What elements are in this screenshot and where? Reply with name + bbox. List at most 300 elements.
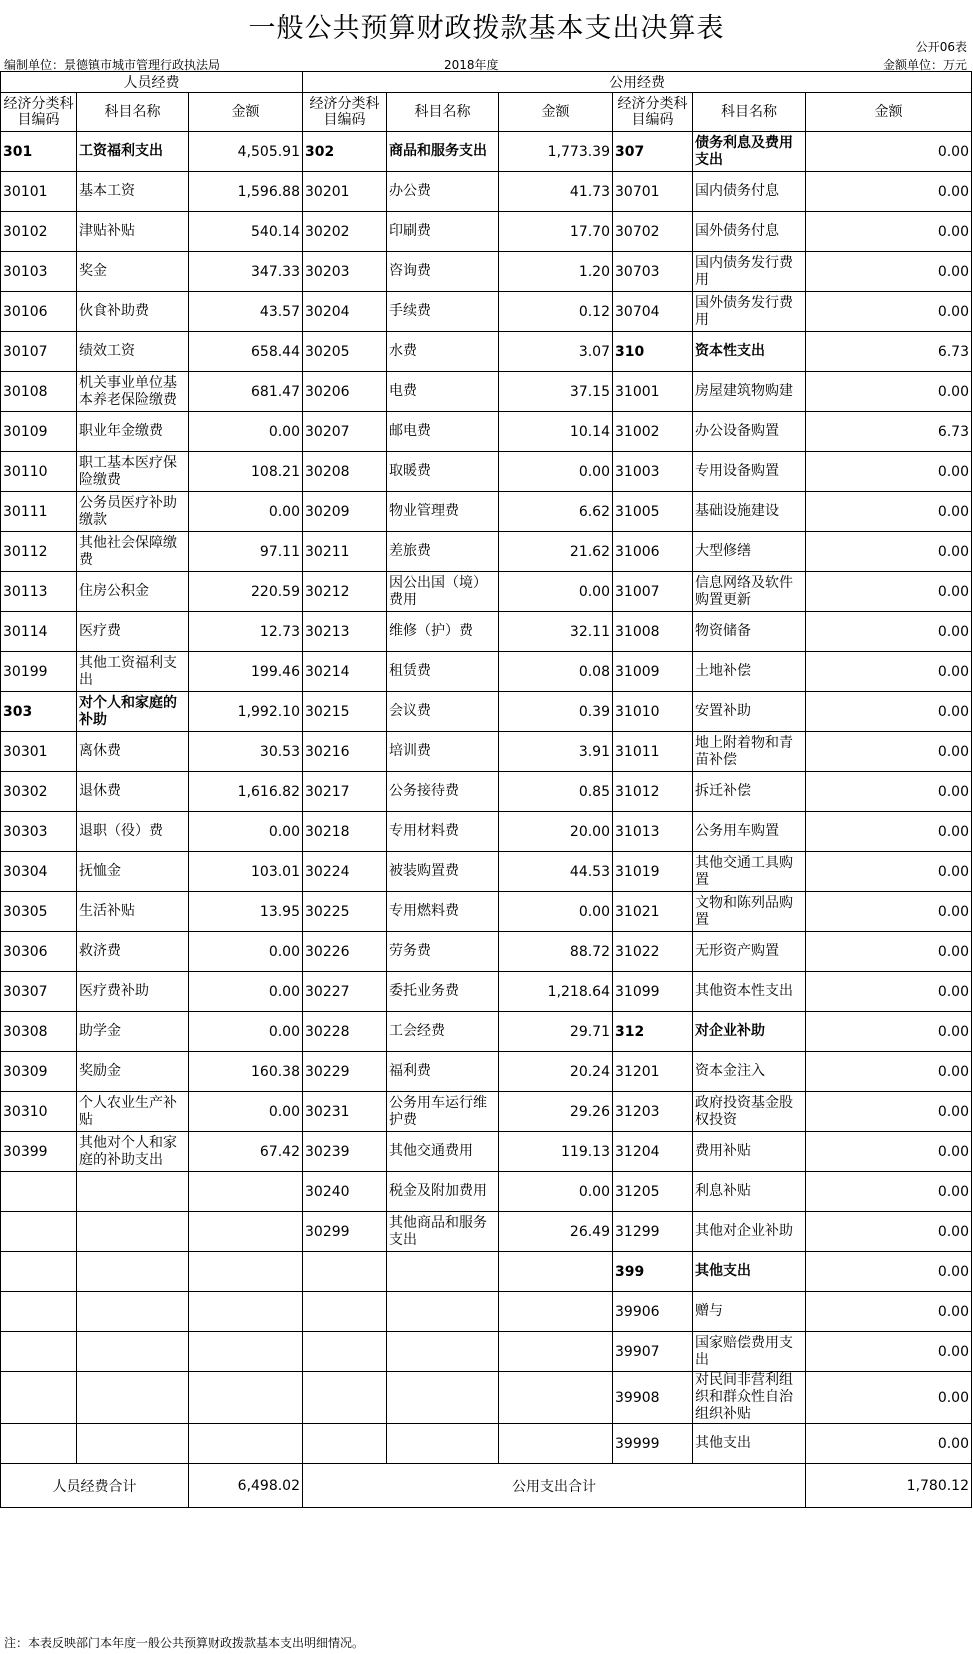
code-cell — [1, 1372, 77, 1424]
code-cell: 30108 — [1, 372, 77, 412]
name-cell: 其他工资福利支出 — [77, 652, 189, 692]
code-cell — [1, 1292, 77, 1332]
code-cell: 399 — [613, 1252, 693, 1292]
code-cell: 31205 — [613, 1172, 693, 1212]
amount-cell — [189, 1292, 303, 1332]
name-cell: 土地补偿 — [693, 652, 806, 692]
name-cell: 基本工资 — [77, 172, 189, 212]
code-cell: 30216 — [303, 732, 387, 772]
column-header-code: 经济分类科目编码 — [1, 93, 77, 132]
name-cell: 文物和陈列品购置 — [693, 892, 806, 932]
table-row — [1, 972, 972, 1012]
name-cell: 生活补贴 — [77, 892, 189, 932]
amount-cell: 0.00 — [806, 892, 972, 932]
code-cell: 30229 — [303, 1052, 387, 1092]
code-cell: 30204 — [303, 292, 387, 332]
amount-cell: 0.00 — [189, 932, 303, 972]
name-cell: 办公费 — [387, 172, 499, 212]
name-cell: 劳务费 — [387, 932, 499, 972]
amount-cell: 160.38 — [189, 1052, 303, 1092]
table-row — [1, 1012, 972, 1052]
code-cell: 30226 — [303, 932, 387, 972]
table-row — [1, 492, 972, 532]
form-number: 公开06表 — [915, 40, 967, 54]
name-cell: 职业年金缴费 — [77, 412, 189, 452]
code-cell: 303 — [1, 692, 77, 732]
amount-cell: 0.00 — [806, 1372, 972, 1424]
amount-cell: 0.00 — [189, 1092, 303, 1132]
amount-cell: 0.00 — [806, 1132, 972, 1172]
amount-cell: 0.00 — [189, 812, 303, 852]
amount-cell — [499, 1424, 613, 1464]
amount-cell — [499, 1292, 613, 1332]
amount-cell: 0.00 — [806, 692, 972, 732]
name-cell: 救济费 — [77, 932, 189, 972]
amount-cell: 67.42 — [189, 1132, 303, 1172]
table-row — [1, 412, 972, 452]
code-cell: 31013 — [613, 812, 693, 852]
amount-cell: 12.73 — [189, 612, 303, 652]
code-cell: 30240 — [303, 1172, 387, 1212]
amount-cell: 0.00 — [189, 1012, 303, 1052]
name-cell — [77, 1332, 189, 1372]
name-cell: 福利费 — [387, 1052, 499, 1092]
code-cell: 30214 — [303, 652, 387, 692]
amount-cell — [189, 1424, 303, 1464]
page-title: 一般公共预算财政拨款基本支出决算表 — [248, 13, 725, 44]
code-cell: 30218 — [303, 812, 387, 852]
name-cell — [387, 1372, 499, 1424]
amount-cell: 0.00 — [806, 1052, 972, 1092]
group-header-personnel: 人员经费 — [1, 72, 303, 93]
code-cell: 31008 — [613, 612, 693, 652]
name-cell: 离休费 — [77, 732, 189, 772]
amount-cell — [189, 1172, 303, 1212]
amount-cell: 43.57 — [189, 292, 303, 332]
code-cell — [303, 1332, 387, 1372]
code-cell: 31007 — [613, 572, 693, 612]
amount-cell — [189, 1372, 303, 1424]
name-cell: 专用燃料费 — [387, 892, 499, 932]
amount-cell: 0.00 — [499, 1172, 613, 1212]
table-row — [1, 452, 972, 492]
name-cell: 债务利息及费用支出 — [693, 132, 806, 172]
name-cell: 工资福利支出 — [77, 132, 189, 172]
code-cell: 30239 — [303, 1132, 387, 1172]
amount-cell: 0.00 — [806, 372, 972, 412]
table-row — [1, 692, 972, 732]
name-cell: 商品和服务支出 — [387, 132, 499, 172]
amount-cell: 30.53 — [189, 732, 303, 772]
code-cell: 39907 — [613, 1332, 693, 1372]
name-cell: 其他对个人和家庭的补助支出 — [77, 1132, 189, 1172]
amount-cell: 658.44 — [189, 332, 303, 372]
expenditure-table — [0, 71, 972, 1508]
name-cell: 水费 — [387, 332, 499, 372]
amount-cell: 3.07 — [499, 332, 613, 372]
code-cell: 30114 — [1, 612, 77, 652]
code-cell — [1, 1424, 77, 1464]
amount-cell: 0.00 — [806, 1332, 972, 1372]
name-cell: 邮电费 — [387, 412, 499, 452]
compiling-unit: 编制单位：景德镇市城市管理行政执法局 — [4, 58, 221, 72]
code-cell: 30206 — [303, 372, 387, 412]
amount-cell: 0.00 — [806, 852, 972, 892]
code-cell: 30702 — [613, 212, 693, 252]
table-row — [1, 652, 972, 692]
amount-cell: 0.00 — [806, 452, 972, 492]
amount-cell: 0.00 — [189, 492, 303, 532]
name-cell: 其他交通工具购置 — [693, 852, 806, 892]
amount-cell: 0.00 — [806, 532, 972, 572]
code-cell — [303, 1424, 387, 1464]
column-header-name: 科目名称 — [693, 93, 806, 132]
code-cell: 30207 — [303, 412, 387, 452]
amount-cell — [499, 1252, 613, 1292]
code-cell: 30101 — [1, 172, 77, 212]
name-cell: 取暖费 — [387, 452, 499, 492]
name-cell — [77, 1424, 189, 1464]
name-cell: 资本性支出 — [693, 332, 806, 372]
code-cell: 30228 — [303, 1012, 387, 1052]
amount-cell: 0.85 — [499, 772, 613, 812]
name-cell — [77, 1252, 189, 1292]
code-cell: 30224 — [303, 852, 387, 892]
name-cell: 医疗费补助 — [77, 972, 189, 1012]
table-row — [1, 1052, 972, 1092]
amount-cell: 10.14 — [499, 412, 613, 452]
code-cell: 30211 — [303, 532, 387, 572]
amount-cell: 0.00 — [499, 572, 613, 612]
amount-cell: 1,616.82 — [189, 772, 303, 812]
name-cell: 租赁费 — [387, 652, 499, 692]
name-cell: 国家赔偿费用支出 — [693, 1332, 806, 1372]
amount-cell: 0.00 — [806, 732, 972, 772]
code-cell: 31005 — [613, 492, 693, 532]
name-cell: 印刷费 — [387, 212, 499, 252]
table-row — [1, 572, 972, 612]
personnel-total-label: 人员经费合计 — [1, 1464, 189, 1508]
name-cell: 专用设备购置 — [693, 452, 806, 492]
name-cell: 物业管理费 — [387, 492, 499, 532]
group-header-public: 公用经费 — [303, 72, 972, 93]
code-cell: 30112 — [1, 532, 77, 572]
name-cell: 维修（护）费 — [387, 612, 499, 652]
table-row — [1, 1092, 972, 1132]
amount-cell: 0.00 — [806, 932, 972, 972]
code-cell: 30209 — [303, 492, 387, 532]
code-cell: 30225 — [303, 892, 387, 932]
code-cell — [1, 1252, 77, 1292]
amount-cell: 0.00 — [499, 892, 613, 932]
table-row — [1, 812, 972, 852]
amount-cell: 37.15 — [499, 372, 613, 412]
amount-cell: 0.00 — [806, 132, 972, 172]
amount-cell: 0.00 — [806, 1252, 972, 1292]
code-cell: 31299 — [613, 1212, 693, 1252]
table-row — [1, 1292, 972, 1332]
name-cell: 其他社会保障缴费 — [77, 532, 189, 572]
personnel-total-amount: 6,498.02 — [189, 1464, 303, 1508]
amount-cell: 0.00 — [806, 572, 972, 612]
code-cell: 31009 — [613, 652, 693, 692]
amount-cell: 97.11 — [189, 532, 303, 572]
table-row — [1, 1252, 972, 1292]
name-cell: 安置补助 — [693, 692, 806, 732]
name-cell: 资本金注入 — [693, 1052, 806, 1092]
code-cell: 30208 — [303, 452, 387, 492]
name-cell: 利息补贴 — [693, 1172, 806, 1212]
amount-cell: 0.00 — [806, 212, 972, 252]
amount-cell: 108.21 — [189, 452, 303, 492]
name-cell: 国内债务付息 — [693, 172, 806, 212]
amount-cell: 32.11 — [499, 612, 613, 652]
amount-cell: 88.72 — [499, 932, 613, 972]
code-cell: 30103 — [1, 252, 77, 292]
name-cell: 奖励金 — [77, 1052, 189, 1092]
code-cell: 30199 — [1, 652, 77, 692]
code-cell: 31099 — [613, 972, 693, 1012]
amount-cell — [189, 1212, 303, 1252]
name-cell: 委托业务费 — [387, 972, 499, 1012]
totals-row — [1, 1464, 972, 1508]
amount-cell: 29.26 — [499, 1092, 613, 1132]
amount-cell: 0.00 — [806, 652, 972, 692]
name-cell: 工会经费 — [387, 1012, 499, 1052]
amount-cell — [499, 1372, 613, 1424]
code-cell: 30303 — [1, 812, 77, 852]
amount-cell: 6.62 — [499, 492, 613, 532]
public-total-amount: 1,780.12 — [806, 1464, 972, 1508]
table-row — [1, 132, 972, 172]
code-cell: 30399 — [1, 1132, 77, 1172]
name-cell: 其他支出 — [693, 1252, 806, 1292]
code-cell: 31010 — [613, 692, 693, 732]
name-cell: 赠与 — [693, 1292, 806, 1332]
name-cell — [77, 1292, 189, 1332]
group-header-row — [1, 72, 972, 93]
code-cell: 39906 — [613, 1292, 693, 1332]
column-header-code: 经济分类科目编码 — [303, 93, 387, 132]
name-cell: 其他对企业补助 — [693, 1212, 806, 1252]
code-cell: 39908 — [613, 1372, 693, 1424]
code-cell: 30201 — [303, 172, 387, 212]
amount-cell: 1,218.64 — [499, 972, 613, 1012]
code-cell: 31203 — [613, 1092, 693, 1132]
amount-cell — [189, 1332, 303, 1372]
column-header-row — [1, 93, 972, 132]
code-cell — [303, 1372, 387, 1424]
code-cell: 30310 — [1, 1092, 77, 1132]
amount-cell: 29.71 — [499, 1012, 613, 1052]
name-cell: 其他交通费用 — [387, 1132, 499, 1172]
name-cell: 其他支出 — [693, 1424, 806, 1464]
amount-cell: 0.00 — [499, 452, 613, 492]
column-header-name: 科目名称 — [387, 93, 499, 132]
table-row — [1, 1172, 972, 1212]
name-cell — [77, 1172, 189, 1212]
amount-cell: 119.13 — [499, 1132, 613, 1172]
code-cell: 31011 — [613, 732, 693, 772]
column-header-amount: 金额 — [189, 93, 303, 132]
code-cell: 30302 — [1, 772, 77, 812]
code-cell — [303, 1252, 387, 1292]
name-cell — [387, 1424, 499, 1464]
name-cell: 机关事业单位基本养老保险缴费 — [77, 372, 189, 412]
name-cell: 住房公积金 — [77, 572, 189, 612]
code-cell: 30305 — [1, 892, 77, 932]
table-row — [1, 1212, 972, 1252]
amount-cell: 0.12 — [499, 292, 613, 332]
amount-cell: 6.73 — [806, 332, 972, 372]
amount-cell: 347.33 — [189, 252, 303, 292]
name-cell: 会议费 — [387, 692, 499, 732]
amount-cell: 0.00 — [806, 172, 972, 212]
code-cell: 30202 — [303, 212, 387, 252]
amount-cell — [499, 1332, 613, 1372]
name-cell: 公务接待费 — [387, 772, 499, 812]
column-header-amount: 金额 — [499, 93, 613, 132]
amount-cell: 13.95 — [189, 892, 303, 932]
column-header-code: 经济分类科目编码 — [613, 93, 693, 132]
name-cell: 个人农业生产补贴 — [77, 1092, 189, 1132]
amount-cell: 681.47 — [189, 372, 303, 412]
amount-cell: 0.39 — [499, 692, 613, 732]
column-header-amount: 金额 — [806, 93, 972, 132]
code-cell: 30701 — [613, 172, 693, 212]
amount-cell: 0.00 — [806, 812, 972, 852]
name-cell: 国外债务发行费用 — [693, 292, 806, 332]
amount-cell: 26.49 — [499, 1212, 613, 1252]
code-cell: 30109 — [1, 412, 77, 452]
code-cell: 30213 — [303, 612, 387, 652]
amount-cell: 540.14 — [189, 212, 303, 252]
code-cell: 307 — [613, 132, 693, 172]
name-cell: 对民间非营利组织和群众性自治组织补贴 — [693, 1372, 806, 1424]
name-cell: 被装购置费 — [387, 852, 499, 892]
name-cell: 国外债务付息 — [693, 212, 806, 252]
name-cell: 电费 — [387, 372, 499, 412]
name-cell: 基础设施建设 — [693, 492, 806, 532]
name-cell: 地上附着物和青苗补偿 — [693, 732, 806, 772]
code-cell: 31003 — [613, 452, 693, 492]
name-cell: 医疗费 — [77, 612, 189, 652]
amount-cell: 17.70 — [499, 212, 613, 252]
name-cell — [387, 1292, 499, 1332]
code-cell: 30301 — [1, 732, 77, 772]
code-cell: 310 — [613, 332, 693, 372]
name-cell: 培训费 — [387, 732, 499, 772]
code-cell: 31006 — [613, 532, 693, 572]
amount-cell: 0.00 — [806, 772, 972, 812]
table-row — [1, 1372, 972, 1424]
table-row — [1, 172, 972, 212]
code-cell: 30110 — [1, 452, 77, 492]
amount-cell: 0.00 — [806, 1092, 972, 1132]
amount-cell: 0.00 — [806, 1424, 972, 1464]
name-cell: 退休费 — [77, 772, 189, 812]
name-cell: 大型修缮 — [693, 532, 806, 572]
amount-cell: 0.00 — [806, 252, 972, 292]
code-cell: 30215 — [303, 692, 387, 732]
table-row — [1, 612, 972, 652]
table-row — [1, 292, 972, 332]
name-cell: 无形资产购置 — [693, 932, 806, 972]
name-cell — [387, 1252, 499, 1292]
name-cell: 办公设备购置 — [693, 412, 806, 452]
code-cell: 302 — [303, 132, 387, 172]
amount-unit: 金额单位：万元 — [882, 58, 967, 72]
amount-cell: 1,596.88 — [189, 172, 303, 212]
name-cell: 对企业补助 — [693, 1012, 806, 1052]
amount-cell: 0.00 — [806, 1292, 972, 1332]
amount-cell — [189, 1252, 303, 1292]
table-row — [1, 852, 972, 892]
name-cell: 抚恤金 — [77, 852, 189, 892]
table-row — [1, 892, 972, 932]
code-cell: 30307 — [1, 972, 77, 1012]
table-row — [1, 252, 972, 292]
code-cell: 31002 — [613, 412, 693, 452]
name-cell: 公务用车购置 — [693, 812, 806, 852]
amount-cell: 199.46 — [189, 652, 303, 692]
name-cell — [387, 1332, 499, 1372]
code-cell: 30212 — [303, 572, 387, 612]
name-cell: 物资储备 — [693, 612, 806, 652]
code-cell: 30111 — [1, 492, 77, 532]
code-cell: 30203 — [303, 252, 387, 292]
public-total-label: 公用支出合计 — [303, 1464, 806, 1508]
code-cell: 30309 — [1, 1052, 77, 1092]
amount-cell: 0.00 — [806, 972, 972, 1012]
name-cell: 职工基本医疗保险缴费 — [77, 452, 189, 492]
name-cell: 其他资本性支出 — [693, 972, 806, 1012]
name-cell: 差旅费 — [387, 532, 499, 572]
code-cell: 30703 — [613, 252, 693, 292]
code-cell — [1, 1172, 77, 1212]
code-cell: 301 — [1, 132, 77, 172]
code-cell: 39999 — [613, 1424, 693, 1464]
name-cell: 公务用车运行维护费 — [387, 1092, 499, 1132]
code-cell: 31001 — [613, 372, 693, 412]
amount-cell: 21.62 — [499, 532, 613, 572]
table-row — [1, 772, 972, 812]
name-cell: 信息网络及软件购置更新 — [693, 572, 806, 612]
name-cell: 因公出国（境）费用 — [387, 572, 499, 612]
name-cell — [77, 1372, 189, 1424]
amount-cell: 103.01 — [189, 852, 303, 892]
code-cell: 30306 — [1, 932, 77, 972]
amount-cell: 20.00 — [499, 812, 613, 852]
amount-cell: 41.73 — [499, 172, 613, 212]
name-cell: 政府投资基金股权投资 — [693, 1092, 806, 1132]
code-cell: 31012 — [613, 772, 693, 812]
name-cell: 税金及附加费用 — [387, 1172, 499, 1212]
amount-cell: 0.00 — [806, 1172, 972, 1212]
table-row — [1, 1132, 972, 1172]
amount-cell: 4,505.91 — [189, 132, 303, 172]
name-cell: 伙食补助费 — [77, 292, 189, 332]
code-cell: 30231 — [303, 1092, 387, 1132]
name-cell: 房屋建筑物购建 — [693, 372, 806, 412]
code-cell: 30704 — [613, 292, 693, 332]
table-row — [1, 372, 972, 412]
fiscal-year: 2018年度 — [444, 58, 499, 72]
amount-cell: 0.00 — [189, 972, 303, 1012]
code-cell: 31201 — [613, 1052, 693, 1092]
name-cell — [77, 1212, 189, 1252]
name-cell: 国内债务发行费用 — [693, 252, 806, 292]
